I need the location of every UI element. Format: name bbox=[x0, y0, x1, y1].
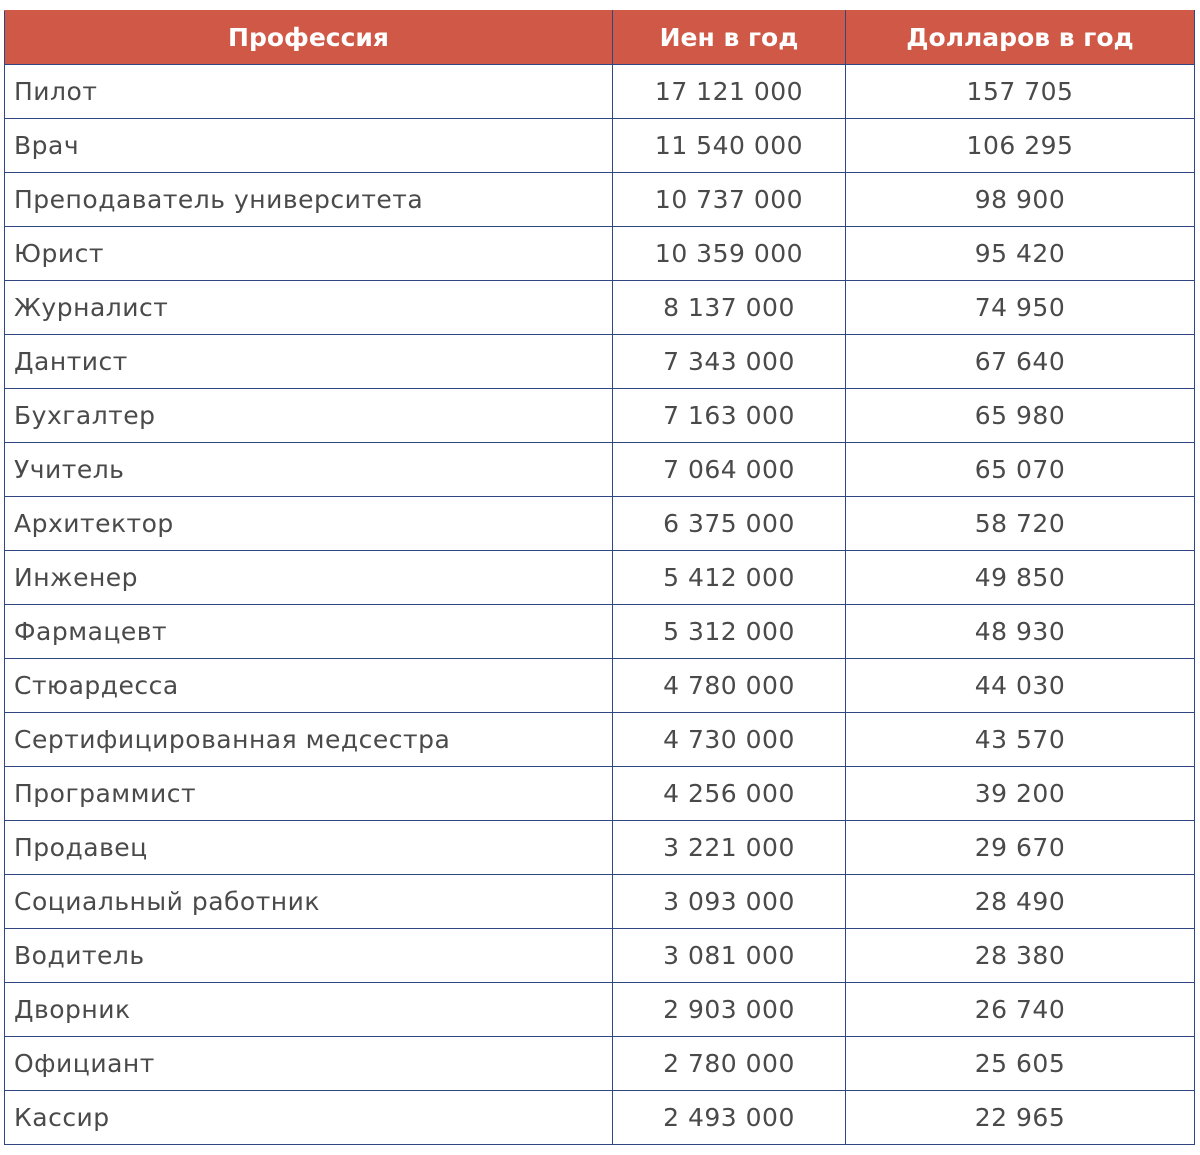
table-row bbox=[5, 497, 1195, 551]
table-row bbox=[5, 659, 1195, 713]
table-row bbox=[5, 875, 1195, 929]
cell-dollars-per-year: 98 900 bbox=[846, 173, 1195, 227]
cell-profession: Преподаватель университета bbox=[5, 173, 613, 227]
cell-profession: Фармацевт bbox=[5, 605, 613, 659]
cell-dollars-per-year: 157 705 bbox=[846, 65, 1195, 119]
table-row bbox=[5, 281, 1195, 335]
cell-profession: Дантист bbox=[5, 335, 613, 389]
cell-yen-per-year: 11 540 000 bbox=[613, 119, 846, 173]
cell-dollars-per-year: 22 965 bbox=[846, 1091, 1195, 1145]
cell-profession: Врач bbox=[5, 119, 613, 173]
cell-profession: Программист bbox=[5, 767, 613, 821]
table-row bbox=[5, 713, 1195, 767]
cell-profession: Архитектор bbox=[5, 497, 613, 551]
cell-profession: Официант bbox=[5, 1037, 613, 1091]
cell-yen-per-year: 7 064 000 bbox=[613, 443, 846, 497]
cell-dollars-per-year: 58 720 bbox=[846, 497, 1195, 551]
header-row bbox=[5, 11, 1195, 65]
cell-dollars-per-year: 74 950 bbox=[846, 281, 1195, 335]
table-row bbox=[5, 227, 1195, 281]
cell-yen-per-year: 4 780 000 bbox=[613, 659, 846, 713]
cell-yen-per-year: 3 081 000 bbox=[613, 929, 846, 983]
cell-dollars-per-year: 26 740 bbox=[846, 983, 1195, 1037]
cell-profession: Юрист bbox=[5, 227, 613, 281]
cell-yen-per-year: 5 412 000 bbox=[613, 551, 846, 605]
table-row bbox=[5, 65, 1195, 119]
table-row bbox=[5, 389, 1195, 443]
table-body bbox=[5, 65, 1195, 1145]
cell-dollars-per-year: 39 200 bbox=[846, 767, 1195, 821]
cell-yen-per-year: 2 903 000 bbox=[613, 983, 846, 1037]
cell-dollars-per-year: 49 850 bbox=[846, 551, 1195, 605]
table-row bbox=[5, 173, 1195, 227]
cell-profession: Социальный работник bbox=[5, 875, 613, 929]
cell-yen-per-year: 4 730 000 bbox=[613, 713, 846, 767]
cell-yen-per-year: 4 256 000 bbox=[613, 767, 846, 821]
cell-dollars-per-year: 43 570 bbox=[846, 713, 1195, 767]
cell-yen-per-year: 6 375 000 bbox=[613, 497, 846, 551]
cell-yen-per-year: 8 137 000 bbox=[613, 281, 846, 335]
cell-dollars-per-year: 65 070 bbox=[846, 443, 1195, 497]
cell-profession: Журналист bbox=[5, 281, 613, 335]
cell-profession: Водитель bbox=[5, 929, 613, 983]
cell-yen-per-year: 5 312 000 bbox=[613, 605, 846, 659]
table-row bbox=[5, 605, 1195, 659]
table-row bbox=[5, 983, 1195, 1037]
salary-table-container bbox=[4, 10, 1194, 1145]
cell-dollars-per-year: 67 640 bbox=[846, 335, 1195, 389]
table-row bbox=[5, 821, 1195, 875]
table-row bbox=[5, 119, 1195, 173]
cell-yen-per-year: 2 780 000 bbox=[613, 1037, 846, 1091]
table-row bbox=[5, 443, 1195, 497]
table-row bbox=[5, 929, 1195, 983]
cell-yen-per-year: 2 493 000 bbox=[613, 1091, 846, 1145]
table-row bbox=[5, 335, 1195, 389]
cell-dollars-per-year: 95 420 bbox=[846, 227, 1195, 281]
cell-profession: Учитель bbox=[5, 443, 613, 497]
cell-dollars-per-year: 106 295 bbox=[846, 119, 1195, 173]
table-row bbox=[5, 551, 1195, 605]
cell-dollars-per-year: 48 930 bbox=[846, 605, 1195, 659]
cell-dollars-per-year: 25 605 bbox=[846, 1037, 1195, 1091]
cell-dollars-per-year: 28 490 bbox=[846, 875, 1195, 929]
cell-profession: Стюардесса bbox=[5, 659, 613, 713]
cell-profession: Дворник bbox=[5, 983, 613, 1037]
header-profession: Профессия bbox=[5, 11, 613, 65]
header-yen-per-year: Иен в год bbox=[613, 11, 846, 65]
cell-dollars-per-year: 28 380 bbox=[846, 929, 1195, 983]
cell-yen-per-year: 17 121 000 bbox=[613, 65, 846, 119]
cell-yen-per-year: 10 359 000 bbox=[613, 227, 846, 281]
cell-dollars-per-year: 44 030 bbox=[846, 659, 1195, 713]
cell-yen-per-year: 3 093 000 bbox=[613, 875, 846, 929]
table-row bbox=[5, 767, 1195, 821]
cell-profession: Сертифицированная медсестра bbox=[5, 713, 613, 767]
cell-dollars-per-year: 65 980 bbox=[846, 389, 1195, 443]
header-dollars-per-year: Долларов в год bbox=[846, 11, 1195, 65]
cell-profession: Кассир bbox=[5, 1091, 613, 1145]
table-row bbox=[5, 1037, 1195, 1091]
cell-profession: Бухгалтер bbox=[5, 389, 613, 443]
table-header bbox=[5, 11, 1195, 65]
salary-table bbox=[4, 10, 1195, 1145]
cell-yen-per-year: 7 343 000 bbox=[613, 335, 846, 389]
cell-yen-per-year: 3 221 000 bbox=[613, 821, 846, 875]
cell-profession: Инженер bbox=[5, 551, 613, 605]
table-row bbox=[5, 1091, 1195, 1145]
cell-yen-per-year: 10 737 000 bbox=[613, 173, 846, 227]
cell-profession: Продавец bbox=[5, 821, 613, 875]
cell-profession: Пилот bbox=[5, 65, 613, 119]
cell-yen-per-year: 7 163 000 bbox=[613, 389, 846, 443]
cell-dollars-per-year: 29 670 bbox=[846, 821, 1195, 875]
